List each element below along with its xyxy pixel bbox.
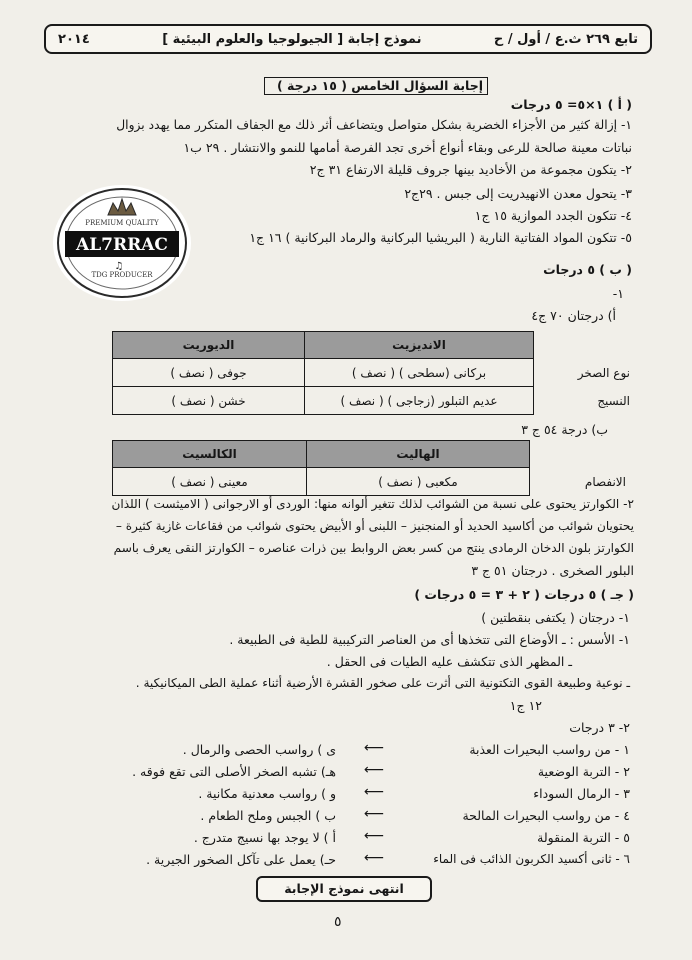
- row-label: نوع الصخر: [577, 365, 630, 380]
- table-minerals: [112, 440, 630, 496]
- table-header: الكالسيت: [113, 441, 307, 468]
- table-cell: خشن ( نصف ): [113, 387, 305, 415]
- table-cell: مكعبى ( نصف ): [307, 468, 530, 496]
- arrow-icon: ⟵: [364, 806, 385, 822]
- part-c-line-2: ١- الأسس : ـ الأوضاع التى تتخذها أى من العناصر التركيبية للطية فى الطبيعة .: [229, 632, 630, 647]
- end-of-answer-box: انتهى نموذج الإجابة: [256, 876, 432, 902]
- match-left-4: ٤ - من رواسب البحيرات المالحة: [462, 808, 630, 823]
- part-c-heading: ( جـ ) ٥ درجات ( ٢ + ٣ = ٥ درجات ): [414, 587, 634, 602]
- watermark-emblem-icon: [53, 185, 191, 301]
- part-a-item-4: ٤- تتكون الجدد الموازية ١٥ ج١: [474, 208, 632, 223]
- part-b-sub1: ١-: [612, 286, 624, 301]
- match-left-1: ١ - من رواسب البحيرات العذبة: [469, 742, 630, 757]
- header-box: [44, 24, 652, 54]
- part-b-b-label: ب) درجة ٥٤ ج ٣: [521, 422, 608, 437]
- table-row: [113, 387, 635, 415]
- table-cell: بركانى (سطحى ) ( نصف ): [305, 359, 534, 387]
- arrow-icon: ⟵: [364, 784, 385, 800]
- match-right-5: أ ) لا يوجد بها نسيج متدرج .: [193, 830, 336, 845]
- quartz-line-1: ٢- الكوارتز يحتوى على نسبة من الشوائب لذلك تتغير ألوانه منها: الوردى أو الارجوانى ( الاميثست ) اللذان: [111, 497, 634, 511]
- header-title: نموذج إجابة [ الجيولوجيا والعلوم البيئية ]: [162, 31, 422, 47]
- quartz-line-2: يحتويان شوائب من أكاسيد الحديد أو المنجنيز – اللبنى أو الأبيض يحتوى شوائب من فقاعات غازية كثيرة –: [115, 519, 634, 533]
- match-left-6: ٦ - ثانى أكسيد الكربون الذائب فى الماء: [433, 852, 630, 866]
- table-igneous-rocks: [112, 331, 634, 415]
- table-header: الهاليت: [307, 441, 530, 468]
- row-label: النسيج: [597, 393, 630, 408]
- part-a-item-1b: نباتات معينة صالحة للرعى وبقاء أنواع أخرى تجد الفرصة أمامها للنمو والانتشار . ٢٩ ب١: [183, 140, 632, 155]
- watermark-bottom-text: TDG PRODUCER: [91, 271, 153, 279]
- watermark-logo: [53, 185, 191, 301]
- match-left-5: ٥ - التربة المنقولة: [537, 830, 630, 845]
- table-header: الديوريت: [113, 332, 305, 359]
- part-a-item-5: ٥- تتكون المواد الفتاتية النارية ( البريشيا البركانية والرماد البركانية ) ١٦ ج١: [249, 230, 632, 245]
- part-b-heading: ( ب ) ٥ درجات: [543, 262, 632, 277]
- part-c-sub2: ٢- ٣ درجات: [569, 720, 630, 735]
- page-number: ٥: [334, 914, 342, 930]
- match-right-3: و ) رواسب معدنية مكانية .: [198, 786, 336, 801]
- table-cell: عديم التبلور (زجاجى ) ( نصف ): [305, 387, 534, 415]
- part-c-line-4: ـ نوعية وطبيعة القوى التكتونية التى أثرت على صخور القشرة الأرضية أثناء عملية الطى الميكانيكية .: [135, 676, 630, 690]
- match-right-2: هـ) تشبه الصخر الأصلى التى تقع فوقه .: [132, 764, 336, 779]
- match-left-2: ٢ - التربة الوضعية: [537, 764, 630, 779]
- match-right-4: ب ) الجبس وملح الطعام .: [200, 808, 336, 823]
- part-b-a-label: أ) درجتان ٧٠ ج٤: [531, 308, 616, 323]
- part-c-line-3: ـ المظهر الذى تتكشف عليه الطيات فى الحقل .: [326, 654, 572, 669]
- arrow-icon: ⟵: [364, 740, 385, 756]
- table-corner: [530, 441, 631, 468]
- q5-title: إجابة السؤال الخامس ( ١٥ درجة ): [264, 77, 488, 95]
- table-cell: معينى ( نصف ): [113, 468, 307, 496]
- table-corner: [534, 332, 635, 359]
- part-a-heading: ( أ ) ١×٥= ٥ درجات: [510, 97, 632, 112]
- match-right-6: حـ) يعمل على تآكل الصخور الجيرية .: [146, 852, 336, 867]
- arrow-icon: ⟵: [364, 762, 385, 778]
- arrow-icon: ⟵: [364, 850, 385, 866]
- table-header: الانديزيت: [305, 332, 534, 359]
- watermark-main-text: AL7RRAC: [76, 235, 168, 255]
- match-right-1: ى ) رواسب الحصى والرمال .: [182, 742, 336, 757]
- table-row: [113, 468, 631, 496]
- table-cell: جوفى ( نصف ): [113, 359, 305, 387]
- watermark-top-text: PREMIUM QUALITY: [85, 219, 159, 227]
- part-a-item-2: ٢- يتكون مجموعة من الأخاديد بينها جروف قليلة الارتفاع ٣١ ج٢: [309, 162, 632, 177]
- part-c-ref: ١٢ ج١: [509, 698, 542, 713]
- match-left-3: ٣ - الرمال السوداء: [533, 786, 630, 801]
- svg-text:♫: ♫: [114, 261, 124, 272]
- part-c-line-1: ١- درجتان ( يكتفى بنقطتين ): [481, 610, 630, 625]
- quartz-line-4: البلور الصخرى . درجتان ٥١ ج ٣: [471, 563, 634, 578]
- part-a-item-3: ٣- يتحول معدن الانهيدريت إلى جبس . ٢٩ج٢: [404, 186, 632, 201]
- table-row: [113, 359, 635, 387]
- quartz-line-3: الكوارتز بلون الدخان الرمادى ينتج من كسر بعض الروابط بين ذرات عناصره – الكوارتز النقى يعرف باسم: [113, 541, 634, 555]
- arrow-icon: ⟵: [364, 828, 385, 844]
- row-label: الانفصام: [584, 474, 626, 489]
- part-a-item-1a: ١- إزالة كثير من الأجزاء الخضرية بشكل متواصل ويتضاعف أثر ذلك مع الجفاف المتكرر مما يهدد بزوال: [116, 118, 632, 132]
- header-ref: تابع ٢٦٩ ث.ع / أول / ح: [493, 31, 638, 47]
- header-year: ٢٠١٤: [58, 31, 90, 47]
